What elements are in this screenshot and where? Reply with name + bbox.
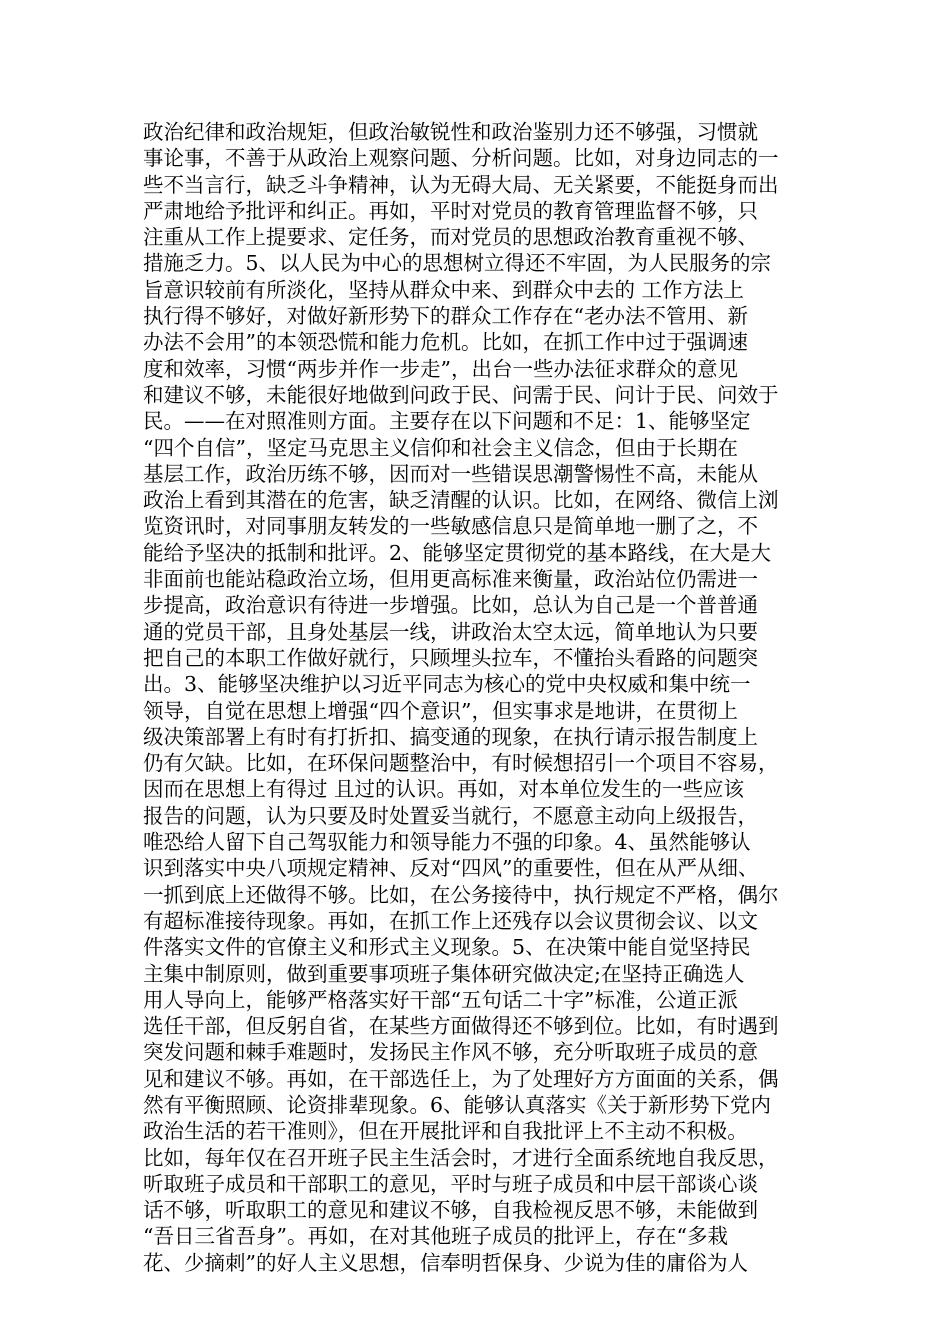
text-line: 政治上看到其潜在的危害，缺乏清醒的认识。比如，在网络、微信上浏	[143, 488, 779, 513]
text-line: 度和效率，习惯“两步并作一步走”，出台一些办法征求群众的意见	[143, 356, 738, 381]
text-line: 件落实文件的官僚主义和形式主义现象。5、在决策中能自觉坚持民	[143, 935, 751, 960]
text-line: 级决策部署上有时有打折扣、搞变通的现象，在执行请示报告制度上	[143, 724, 758, 749]
text-line: 然有平衡照顾、论资排辈现象。6、能够认真落实《关于新形势下党内	[143, 1092, 772, 1117]
text-line: 一抓到底上还做得不够。比如，在公务接待中，执行规定不严格，偶尔	[143, 882, 779, 907]
text-line: 用人导向上，能够严格落实好干部“五句话二十字”标准，公道正派	[143, 987, 738, 1012]
text-line: 领导，自觉在思想上增强“四个意识”，但实事求是地讲，在贯彻上	[143, 698, 738, 723]
text-line: 些不当言行，缺乏斗争精神，认为无碍大局、无关紧要，不能挺身而出	[143, 172, 779, 197]
text-line: 选任干部，但反躬自省，在某些方面做得还不够到位。比如，有时遇到	[143, 1014, 779, 1039]
text-line: 听取班子成员和干部职工的意见，平时与班子成员和中层干部谈心谈	[143, 1171, 758, 1196]
text-line: 严肃地给予批评和纠正。再如，平时对党员的教育管理监督不够，只	[143, 198, 758, 223]
text-line: 出。3、能够坚决维护以习近平同志为核心的党中央权威和集中统一	[143, 672, 751, 697]
text-line: 览资讯时，对同事朋友转发的一些敏感信息只是简单地一删了之，不	[143, 514, 758, 539]
text-line: 通的党员干部，且身处基层一线，讲政治太空太远，简单地认为只要	[143, 619, 758, 644]
text-line: 民。——在对照准则方面。主要存在以下问题和不足：1、能够坚定	[143, 409, 751, 434]
text-line: 因而在思想上有得过 且过的认识。再如，对本单位发生的一些应该	[143, 777, 745, 802]
text-line: “吾日三省吾身”。再如，在对其他班子成员的批评上，存在“多栽	[143, 1224, 728, 1249]
text-line: 注重从工作上提要求、定任务，而对党员的思想政治教育重视不够、	[143, 225, 758, 250]
text-line: 主集中制原则，做到重要事项班子集体研究做决定;在坚持正确选人	[143, 961, 745, 986]
text-line: 非面前也能站稳政治立场，但用更高标准来衡量，政治站位仍需进一	[143, 567, 758, 592]
text-line: 比如，每年仅在召开班子民主生活会时，才进行全面系统地自我反思，	[143, 1145, 779, 1170]
text-line: 仍有欠缺。比如，在环保问题整治中，有时候想招引一个项目不容易，	[143, 751, 779, 776]
text-line: 花、少摘刺”的好人主义思想，信奉明哲保身、少说为佳的庸俗为人	[143, 1250, 748, 1275]
text-line: 步提高，政治意识有待进一步增强。比如，总认为自己是一个普普通	[143, 593, 758, 618]
text-line: 执行得不够好，对做好新形势下的群众工作存在“老办法不管用、新	[143, 304, 748, 329]
text-line: “四个自信”，坚定马克思主义信仰和社会主义信念，但由于长期在	[143, 435, 738, 460]
text-line: 把自己的本职工作做好就行，只顾埋头拉车，不懂抬头看路的问题突	[143, 645, 758, 670]
text-line: 基层工作，政治历练不够，因而对一些错误思潮警惕性不高，未能从	[143, 461, 758, 486]
text-line: 话不够，听取职工的意见和建议不够，自我检视反思不够，未能做到	[143, 1198, 758, 1223]
text-line: 有超标准接待现象。再如，在抓工作上还残存以会议贯彻会议、以文	[143, 908, 758, 933]
text-line: 能给予坚决的抵制和批评。2、能够坚定贯彻党的基本路线，在大是大	[143, 540, 772, 565]
text-line: 政治生活的若干准则》，但在开展批评和自我批评上不主动不积极。	[143, 1119, 748, 1144]
text-line: 识到落实中央八项规定精神、反对“四风”的重要性，但在从严从细、	[143, 856, 759, 881]
text-line: 见和建议不够。再如，在干部选任上，为了处理好方方面面的关系，偶	[143, 1066, 779, 1091]
text-line: 事论事，不善于从政治上观察问题、分析问题。比如，对身边同志的一	[143, 146, 779, 171]
text-line: 突发问题和棘手难题时，发扬民主作风不够，充分听取班子成员的意	[143, 1040, 758, 1065]
text-line: 唯恐给人留下自己驾驭能力和领导能力不强的印象。4、虽然能够认	[143, 830, 751, 855]
text-line: 政治纪律和政治规矩，但政治敏锐性和政治鉴别力还不够强，习惯就	[143, 120, 758, 144]
body-text	[143, 119, 811, 1276]
text-line: 报告的问题，认为只要及时处置妥当就行，不愿意主动向上级报告，	[143, 803, 758, 828]
text-line: 措施乏力。5、以人民为中心的思想树立得还不牢固，为人民服务的宗	[143, 251, 772, 276]
text-line: 旨意识较前有所淡化，坚持从群众中来、到群众中去的 工作方法上	[143, 277, 745, 302]
text-line: 办法不会用”的本领恐慌和能力危机。比如，在抓工作中过于强调速	[143, 330, 748, 355]
text-line: 和建议不够，未能很好地做到问政于民、问需于民、问计于民、问效于	[143, 382, 779, 407]
